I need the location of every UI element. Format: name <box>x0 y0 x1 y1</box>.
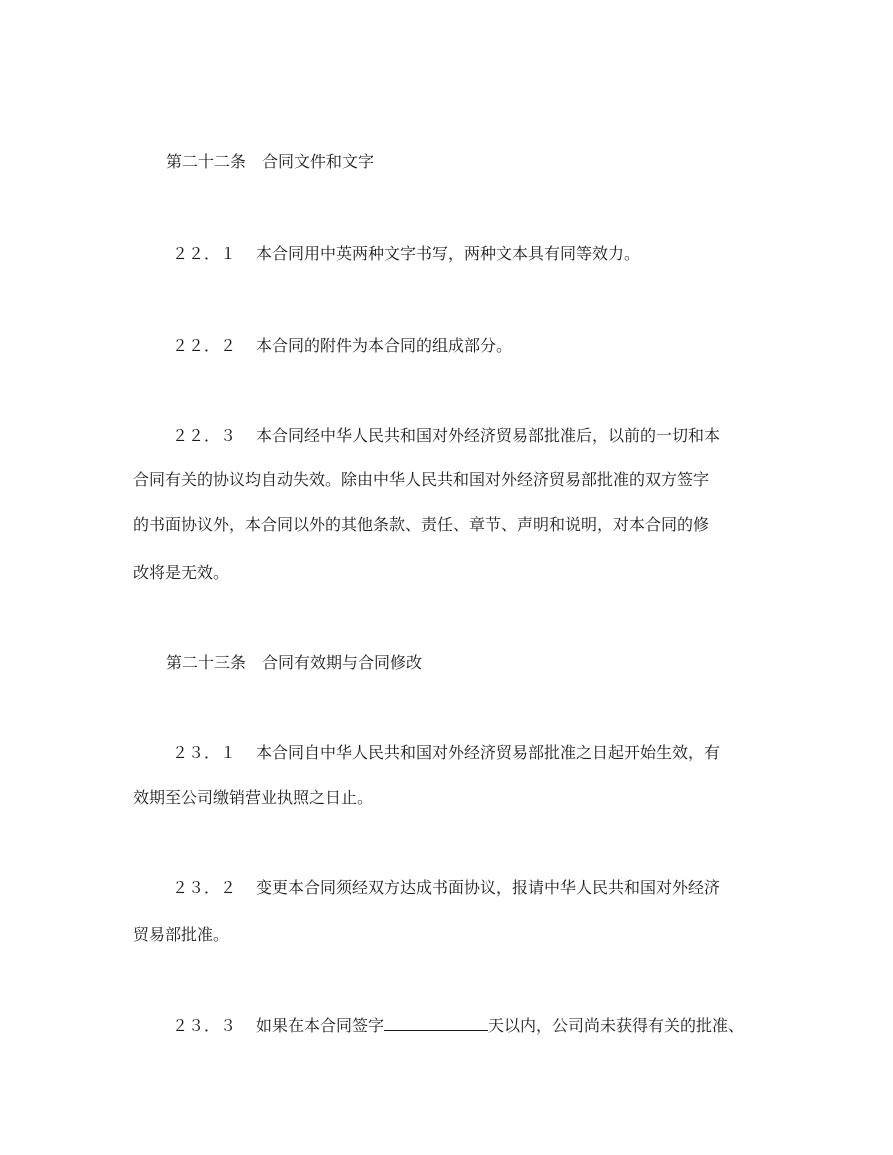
article-23-heading: 第二十三条 合同有效期与合同修改 <box>166 653 423 672</box>
clause-number: ２２．２ <box>172 336 237 355</box>
clause-22-3-line-1 <box>172 425 720 447</box>
article-22-heading: 第二十二条 合同文件和文字 <box>166 152 375 171</box>
clause-23-2-line-1 <box>172 877 720 899</box>
clause-22-3-line-4: 改将是无效。 <box>133 563 230 582</box>
clause-23-3-line-1 <box>172 1014 744 1037</box>
clause-number: ２２．３ <box>172 426 237 445</box>
clause-text-before-blank: 如果在本合同签字 <box>256 1016 385 1035</box>
clause-22-2 <box>172 335 512 357</box>
clause-22-1 <box>172 243 640 265</box>
clause-text: 变更本合同须经双方达成书面协议，报请中华人民共和国对外经济 <box>256 878 721 897</box>
fill-in-blank-days <box>384 1014 488 1031</box>
clause-23-1-line-1 <box>172 742 720 764</box>
clause-23-1-line-2: 效期至公司缴销营业执照之日止。 <box>133 788 374 807</box>
clause-number: ２３．１ <box>172 743 237 762</box>
clause-number: ２３．３ <box>172 1016 237 1035</box>
clause-text: 本合同用中英两种文字书写，两种文本具有同等效力。 <box>256 244 641 263</box>
clause-number: ２３．２ <box>172 878 237 897</box>
clause-text: 本合同自中华人民共和国对外经济贸易部批准之日起开始生效，有 <box>256 743 721 762</box>
clause-text: 本合同经中华人民共和国对外经济贸易部批准后，以前的一切和本 <box>256 426 721 445</box>
clause-number: ２２．１ <box>172 244 237 263</box>
clause-23-2-line-2: 贸易部批准。 <box>133 925 230 944</box>
clause-text-after-blank: 天以内，公司尚未获得有关的批准、 <box>488 1016 745 1035</box>
clause-22-3-line-2: 合同有关的协议均自动失效。除由中华人民共和国对外经济贸易部批准的双方签字 <box>133 470 710 489</box>
clause-text: 本合同的附件为本合同的组成部分。 <box>256 336 513 355</box>
clause-22-3-line-3: 的书面协议外，本合同以外的其他条款、责任、章节、声明和说明，对本合同的修 <box>133 515 710 534</box>
